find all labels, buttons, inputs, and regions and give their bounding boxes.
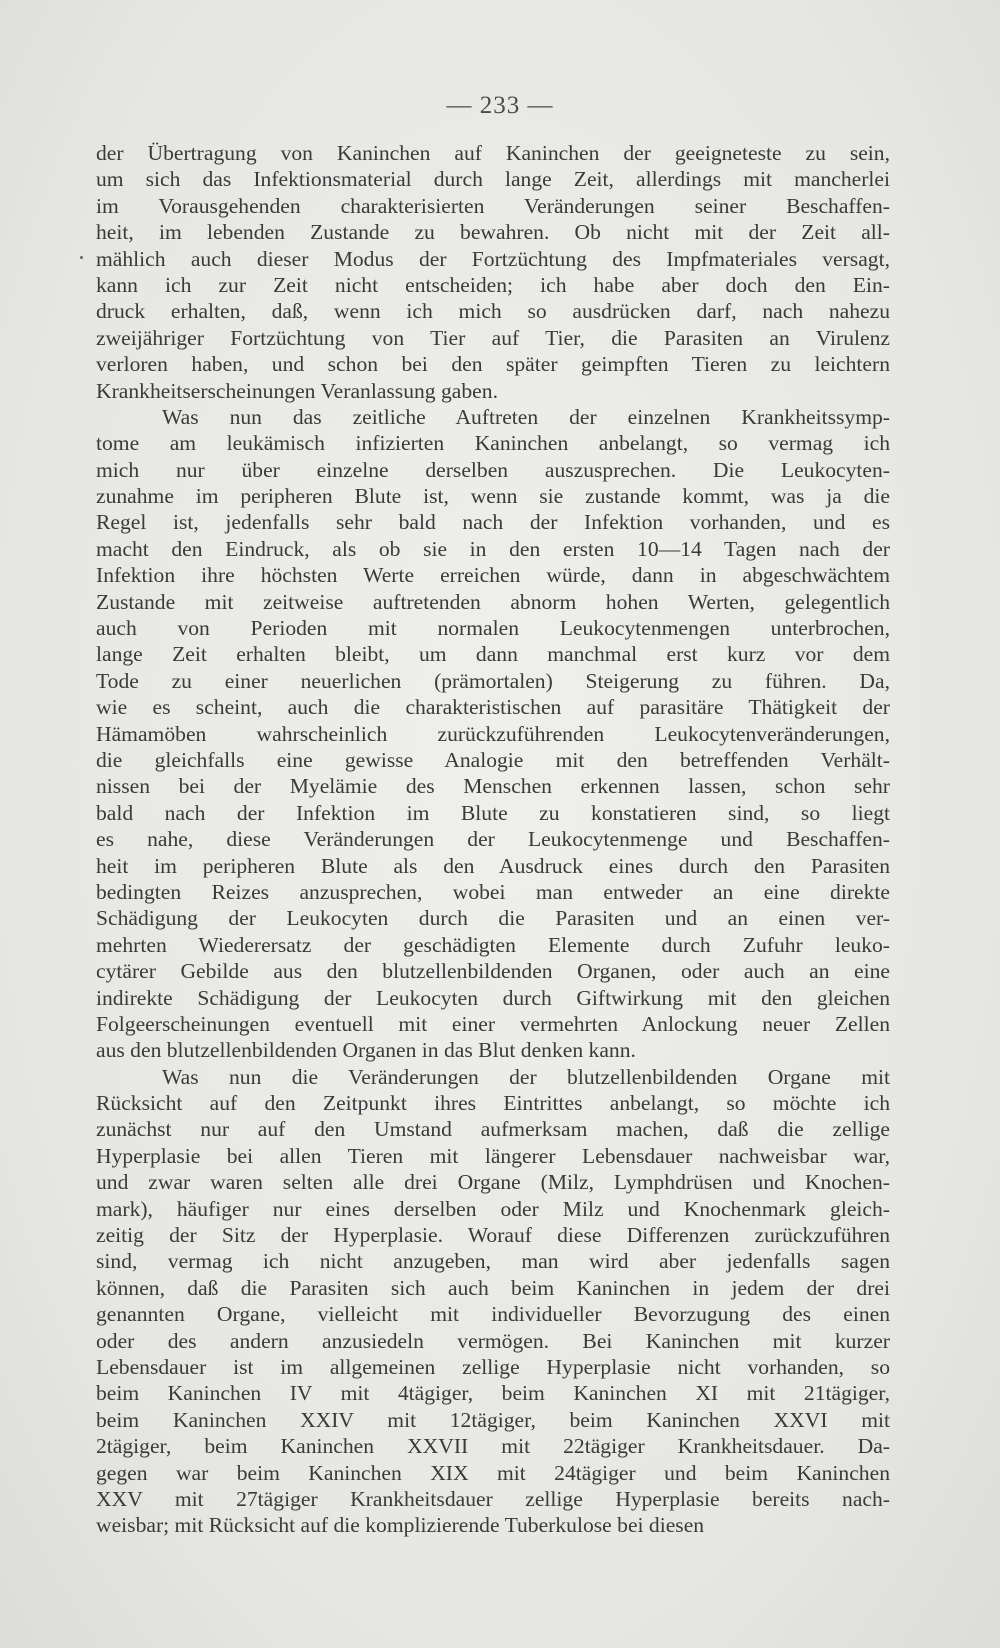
text-line: heit, im lebenden Zustande zu bewahren. Ob nicht mit der Zeit all- [96, 220, 890, 245]
text-line: indirekte Schädigung der Leukocyten durch Giftwirkung mit den gleichen [96, 985, 890, 1010]
text-line: es nahe, diese Veränderungen der Leukocytenmenge und Beschaffen- [96, 827, 890, 852]
text-line: kann ich zur Zeit nicht entscheiden; ich habe aber doch den Ein- [96, 272, 890, 297]
text-line: aus den blutzellenbildenden Organen in das Blut denken kann. [96, 1038, 636, 1063]
text-line: tome am leukämisch infizierten Kaninchen anbelangt, so vermag ich [96, 431, 890, 456]
text-line: XXV mit 27tägiger Krankheitsdauer zellige Hyperplasie bereits nach- [96, 1486, 890, 1511]
text-line: mehrten Wiederersatz der geschädigten Elemente durch Zufuhr leuko- [96, 932, 890, 957]
text-line: sind, vermag ich nicht anzugeben, man wird aber jedenfalls sagen [96, 1249, 890, 1274]
text-line: Was nun das zeitliche Auftreten der einzelnen Krankheitssymp- [162, 404, 890, 429]
text-line: beim Kaninchen XXIV mit 12tägiger, beim Kaninchen XXVI mit [96, 1407, 890, 1432]
text-line: Schädigung der Leukocyten durch die Parasiten und an einen ver- [96, 906, 890, 931]
text-line: im Vorausgehenden charakterisierten Veränderungen seiner Beschaffen- [96, 193, 890, 218]
text-line: Hämamöben wahrscheinlich zurückzuführenden Leukocytenveränderungen, [96, 721, 890, 746]
text-line: weisbar; mit Rücksicht auf die komplizierende Tuberkulose bei diesen [96, 1513, 705, 1538]
text-line: Regel ist, jedenfalls sehr bald nach der Infektion vorhanden, und es [96, 510, 890, 535]
text-line: 2tägiger, beim Kaninchen XXVII mit 22tägiger Krankheitsdauer. Da- [96, 1434, 890, 1459]
text-line: die gleichfalls eine gewisse Analogie mit den betreffenden Verhält- [96, 747, 890, 772]
text-line: druck erhalten, daß, wenn ich mich so ausdrücken darf, nach nahezu [96, 299, 890, 324]
text-line: um sich das Infektionsmaterial durch lange Zeit, allerdings mit mancherlei [96, 167, 890, 192]
text-line: cytärer Gebilde aus den blutzellenbildenden Organen, oder auch an eine [96, 959, 890, 984]
text-line: zunahme im peripheren Blute ist, wenn sie zustande kommt, was ja die [96, 484, 890, 509]
text-line: bald nach der Infektion im Blute zu konstatieren sind, so liegt [96, 800, 890, 825]
body-text [96, 140, 890, 1539]
text-line: Was nun die Veränderungen der blutzellenbildenden Organe mit [162, 1064, 890, 1089]
text-line: beim Kaninchen IV mit 4tägiger, beim Kaninchen XI mit 21tägiger, [96, 1381, 890, 1406]
text-line: bedingten Reizes anzusprechen, wobei man entweder an eine direkte [96, 879, 890, 904]
text-line: der Übertragung von Kaninchen auf Kaninchen der geeigneteste zu sein, [96, 141, 890, 165]
text-line: gegen war beim Kaninchen XIX mit 24tägiger und beim Kaninchen [96, 1460, 890, 1485]
text-line: wie es scheint, auch die charakteristischen auf parasitäre Thätigkeit der [96, 695, 890, 720]
text-line: macht den Eindruck, als ob sie in den ersten 10—14 Tagen nach der [96, 536, 890, 561]
text-line: Zustande mit zeitweise auftretenden abnorm hohen Werten, gelegentlich [96, 589, 890, 614]
text-line: mich nur über einzelne derselben auszusprechen. Die Leukocyten- [96, 457, 890, 482]
text-line: verloren haben, und schon bei den später geimpften Tieren zu leichtern [96, 352, 890, 377]
margin-dot [80, 256, 83, 259]
text-line: Infektion ihre höchsten Werte erreichen würde, dann in abgeschwächtem [96, 563, 890, 588]
text-line: heit im peripheren Blute als den Ausdruck eines durch den Parasiten [96, 853, 890, 878]
text-line: Rücksicht auf den Zeitpunkt ihres Eintrittes anbelangt, so möchte ich [96, 1091, 890, 1116]
text-line: Krankheitserscheinungen Veranlassung gaben. [96, 378, 498, 403]
text-line: Tode zu einer neuerlichen (prämortalen) Steigerung zu führen. Da, [96, 668, 890, 693]
text-line: auch von Perioden mit normalen Leukocytenmengen unterbrochen, [96, 616, 890, 641]
text-line: zeitig der Sitz der Hyperplasie. Worauf diese Differenzen zurückzuführen [96, 1223, 890, 1248]
text-line: zweijähriger Fortzüchtung von Tier auf Tier, die Parasiten an Virulenz [96, 325, 890, 350]
text-line: zunächst nur auf den Umstand aufmerksam machen, daß die zellige [96, 1117, 890, 1142]
text-line: können, daß die Parasiten sich auch beim Kaninchen in jedem der drei [96, 1275, 890, 1300]
text-line: nissen bei der Myelämie des Menschen erkennen lassen, schon sehr [96, 774, 890, 799]
page-number: — 233 — [446, 92, 554, 119]
text-line: genannten Organe, vielleicht mit individueller Bevorzugung des einen [96, 1302, 890, 1327]
text-line: lange Zeit erhalten bleibt, um dann manchmal erst kurz vor dem [96, 642, 890, 667]
text-line: mark), häufiger nur eines derselben oder Milz und Knochenmark gleich- [96, 1196, 890, 1221]
text-line: Hyperplasie bei allen Tieren mit längerer Lebensdauer nachweisbar war, [96, 1143, 890, 1168]
text-line: Folgeerscheinungen eventuell mit einer vermehrten Anlockung neuer Zellen [96, 1011, 890, 1036]
text-line: Lebensdauer ist im allgemeinen zellige Hyperplasie nicht vorhanden, so [96, 1354, 890, 1379]
text-line: und zwar waren selten alle drei Organe (Milz, Lymphdrüsen und Knochen- [96, 1170, 890, 1195]
text-line: oder des andern anzusiedeln vermögen. Bei Kaninchen mit kurzer [96, 1328, 890, 1353]
text-line: mählich auch dieser Modus der Fortzüchtung des Impfmateriales versagt, [96, 246, 890, 271]
